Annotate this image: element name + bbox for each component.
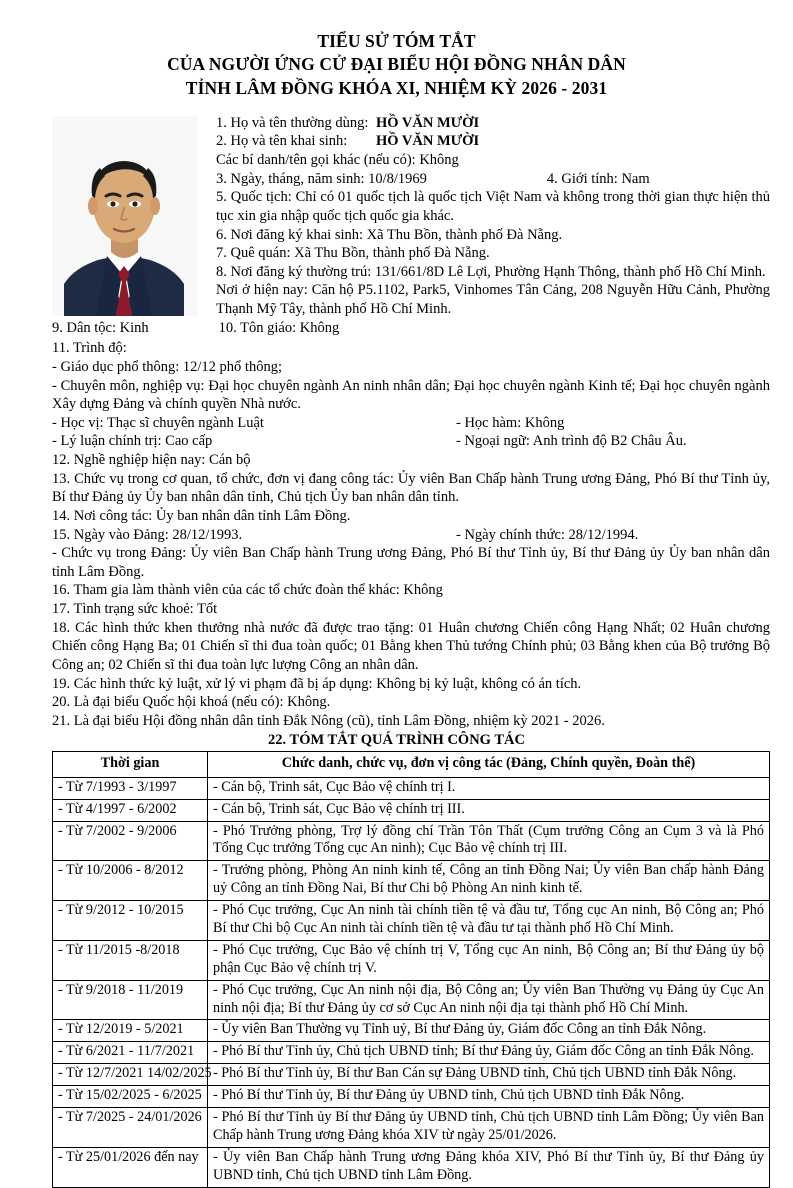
career-table-row bbox=[53, 1042, 770, 1064]
career-time-cell: - Từ 9/2018 - 11/2019 bbox=[53, 980, 208, 1020]
career-table-row bbox=[53, 1086, 770, 1108]
career-time-cell: - Từ 15/02/2025 - 6/2025 bbox=[53, 1086, 208, 1108]
field-3-dob: 3. Ngày, tháng, năm sinh: 10/8/1969 bbox=[216, 170, 427, 187]
field-alias: Các bí danh/tên gọi khác (nếu có): Không bbox=[216, 152, 459, 169]
section-22-heading: 22. TÓM TẮT QUÁ TRÌNH CÔNG TÁC bbox=[268, 732, 525, 749]
field-1-label: 1. Họ và tên thường dùng: bbox=[216, 114, 369, 131]
career-table-wrap bbox=[0, 751, 793, 1188]
field-10-religion: 10. Tôn giáo: Không bbox=[218, 319, 340, 336]
field-8b-current-residence: Nơi ở hiện nay: Căn hộ P5.1102, Park5, Vinhomes Tân Cảng, 208 Nguyễn Hữu Cảnh, Phường Thạnh Mỹ Tây, thành phố Hồ Chí Minh. bbox=[216, 282, 770, 318]
item-15-party-official-date: - Ngày chính thức: 28/12/1994. bbox=[456, 526, 639, 543]
field-6-birth-registration: 6. Nơi đăng ký khai sinh: Xã Thu Bồn, thành phố Đà Nẵng. bbox=[216, 226, 563, 243]
item-13-current-position: 13. Chức vụ trong cơ quan, tổ chức, đơn vị đang công tác: Ủy viên Ban Chấp hành Trung ương Đảng, Phó Bí thư Tỉnh ủy, Bí thư Đảng ủy Ủy ban nhân dân tỉnh, Chủ tịch Ủy ban nhân dân tỉnh. bbox=[52, 470, 770, 506]
field-8-permanent-residence: 8. Nơi đăng ký thường trú: 131/661/8D Lê Lợi, Phường Hạnh Thông, thành phố Hồ Chí Minh. bbox=[216, 263, 766, 280]
career-time-cell: - Từ 10/2006 - 8/2012 bbox=[53, 861, 208, 901]
career-table-row bbox=[53, 777, 770, 799]
career-table bbox=[52, 751, 770, 1188]
item-16-other-organizations: 16. Tham gia làm thành viên của các tổ chức đoàn thể khác: Không bbox=[52, 582, 443, 599]
item-15-party-position: - Chức vụ trong Đảng: Ủy viên Ban Chấp hành Trung ương Đảng, Phó Bí thư Tỉnh ủy, Bí thư Đảng ủy Ủy ban nhân dân tỉnh Lâm Đồng. bbox=[52, 545, 770, 580]
item-12-occupation: 12. Nghề nghiệp hiện nay: Cán bộ bbox=[52, 452, 251, 469]
item-11-academic-degree: - Học vị: Thạc sĩ chuyên ngành Luật bbox=[52, 414, 264, 431]
item-20-national-assembly: 20. Là đại biểu Quốc hội khoá (nếu có): Không. bbox=[52, 694, 331, 711]
field-ethnicity-religion bbox=[52, 319, 770, 338]
career-position-cell: - Trưởng phòng, Phòng An ninh kinh tế, Công an tỉnh Đồng Nai; Ủy viên Ban chấp hành Đảng uỷ Công an tỉnh Đồng Nai, Bí thư Chi bộ Phòng An ninh kinh tế. bbox=[208, 861, 770, 901]
field-5-nationality: 5. Quốc tịch: Chỉ có 01 quốc tịch là quốc tịch Việt Nam và không trong thời gian thực hiện thủ tục xin gia nhập quốc tịch quốc gia khác. bbox=[216, 189, 770, 224]
career-position-cell: - Phó Bí thư Tỉnh ủy, Bí thư Ban Cán sự Đảng UBND tỉnh, Chủ tịch UBND tỉnh Đắk Nông. bbox=[208, 1064, 770, 1086]
career-table-row bbox=[53, 821, 770, 861]
career-time-cell: - Từ 12/2019 - 5/2021 bbox=[53, 1020, 208, 1042]
item-11-political-theory: - Lý luận chính trị: Cao cấp bbox=[52, 433, 213, 450]
career-position-cell: - Cán bộ, Trinh sát, Cục Bảo vệ chính trị III. bbox=[208, 799, 770, 821]
career-table-row bbox=[53, 1147, 770, 1187]
career-table-row bbox=[53, 940, 770, 980]
item-19-discipline: 19. Các hình thức kỷ luật, xử lý vi phạm đã bị áp dụng: Không bị kỷ luật, không có án tích. bbox=[52, 675, 582, 692]
title-line-2: CỦA NGƯỜI ỨNG CỬ ĐẠI BIỂU HỘI ĐỒNG NHÂN DÂN bbox=[167, 54, 626, 75]
career-time-cell: - Từ 4/1997 - 6/2002 bbox=[53, 799, 208, 821]
item-21-people-council: 21. Là đại biểu Hội đồng nhân dân tỉnh Đắk Nông (cũ), tỉnh Lâm Đồng, nhiệm kỳ 2021 - 2026. bbox=[52, 712, 605, 729]
career-table-row bbox=[53, 861, 770, 901]
candidate-portrait bbox=[52, 116, 197, 316]
biography-items bbox=[0, 339, 793, 730]
career-time-cell: - Từ 7/1993 - 3/1997 bbox=[53, 777, 208, 799]
item-18-awards: 18. Các hình thức khen thưởng nhà nước đã được trao tặng: 01 Huân chương Chiến công Hạng Nhất; 02 Huân chương Chiến công Hạng Ba; 01 Chiến sĩ thi đua toàn quốc; 01 Bằng khen Thủ tướng Chính phủ; 03 Bằng khen của Bộ trưởng Bộ Công an; 02 Chiến sĩ thi đua toàn lực lượng Công an nhân dân. bbox=[52, 619, 770, 673]
career-table-row bbox=[53, 1107, 770, 1147]
career-time-cell: - Từ 25/01/2026 đến nay bbox=[53, 1147, 208, 1187]
career-time-cell: - Từ 7/2025 - 24/01/2026 bbox=[53, 1107, 208, 1147]
career-table-row bbox=[53, 901, 770, 941]
item-11-professional: - Chuyên môn, nghiệp vụ: Đại học chuyên ngành An ninh nhân dân; Đại học chuyên ngành Kinh tế; Đại học chuyên ngành Xây dựng Đảng và chính quyền Nhà nước. bbox=[52, 377, 770, 413]
career-position-cell: - Phó Trưởng phòng, Trợ lý đồng chí Trần Tôn Thất (Cụm trưởng Công an Cụm 3 và là Phó Tổng Cục trưởng Tổng cục An ninh); Cục Bảo vệ chính trị III. bbox=[208, 821, 770, 861]
career-position-cell: - Phó Bí thư Tỉnh ủy Bí thư Đảng ủy UBND tỉnh, Chủ tịch UBND tỉnh Lâm Đồng; Ủy viên Ban Chấp hành Trung ương Đảng khóa XIV từ ngày 25/01/2026. bbox=[208, 1107, 770, 1147]
document-title bbox=[0, 0, 793, 100]
item-11-general-education: - Giáo dục phổ thông: 12/12 phổ thông; bbox=[52, 358, 282, 375]
career-position-cell: - Ủy viên Ban Thường vụ Tỉnh uỷ, Bí thư Đảng ủy, Giám đốc Công an tỉnh Đắk Nông. bbox=[208, 1020, 770, 1042]
career-table-row bbox=[53, 1020, 770, 1042]
career-table-row bbox=[53, 1064, 770, 1086]
item-14-workplace: 14. Nơi công tác: Ủy ban nhân dân tỉnh Lâm Đồng. bbox=[52, 507, 351, 524]
career-position-cell: - Phó Bí thư Tỉnh ủy, Bí thư Đảng ủy UBND tỉnh, Chủ tịch UBND tỉnh Đắk Nông. bbox=[208, 1086, 770, 1108]
career-table-row bbox=[53, 980, 770, 1020]
career-position-cell: - Ủy viên Ban Chấp hành Trung ương Đảng khóa XIV, Phó Bí thư Tỉnh ủy, Bí thư Đảng ủy UBND tỉnh, Chủ tịch UBND tỉnh Lâm Đồng. bbox=[208, 1147, 770, 1187]
item-11-degree-row bbox=[52, 414, 770, 433]
item-11-politics-row bbox=[52, 432, 770, 451]
field-2-label: 2. Họ và tên khai sinh: bbox=[216, 133, 348, 150]
career-time-cell: - Từ 9/2012 - 10/2015 bbox=[53, 901, 208, 941]
portrait-photo-wrap bbox=[52, 116, 200, 316]
career-time-cell: - Từ 7/2002 - 9/2006 bbox=[53, 821, 208, 861]
career-table-row bbox=[53, 799, 770, 821]
identity-section bbox=[0, 114, 793, 338]
career-time-cell: - Từ 6/2021 - 11/7/2021 bbox=[53, 1042, 208, 1064]
career-time-cell: - Từ 11/2015 -8/2018 bbox=[53, 940, 208, 980]
career-position-cell: - Phó Cục trưởng, Cục Bảo vệ chính trị V, Tổng cục An ninh, Bộ Công an; Bí thư Đảng ủy bộ phận Cục Bảo vệ chính trị V. bbox=[208, 940, 770, 980]
career-position-cell: - Phó Cục trưởng, Cục An ninh nội địa, Bộ Công an; Ủy viên Ban Thường vụ Đảng ủy Cục An ninh nội địa; Bí thư Đảng ủy cơ sở Cục An ninh nội địa tại thành phố Hồ Chí Minh. bbox=[208, 980, 770, 1020]
item-15-party-join-date: 15. Ngày vào Đảng: 28/12/1993. bbox=[52, 526, 243, 543]
item-17-health: 17. Tình trạng sức khoẻ: Tốt bbox=[52, 601, 218, 618]
career-time-cell: - Từ 12/7/2021 14/02/2025 bbox=[53, 1064, 208, 1086]
item-11-foreign-language: - Ngoại ngữ: Anh trình độ B2 Châu Âu. bbox=[456, 433, 687, 450]
item-11-academic-title: - Học hàm: Không bbox=[456, 414, 565, 431]
portrait-illustration bbox=[52, 116, 197, 316]
career-position-cell: - Cán bộ, Trinh sát, Cục Bảo vệ chính trị I. bbox=[208, 777, 770, 799]
career-table-body bbox=[53, 777, 770, 1187]
field-1-value: HỒ VĂN MƯỜI bbox=[376, 114, 480, 131]
field-4-gender: 4. Giới tính: Nam bbox=[546, 170, 650, 187]
field-9-ethnicity: 9. Dân tộc: Kinh bbox=[52, 319, 149, 336]
column-header-position: Chức danh, chức vụ, đơn vị công tác (Đảng, Chính quyền, Đoàn thể) bbox=[208, 751, 770, 777]
career-table-header-row bbox=[53, 751, 770, 777]
field-2-value: HỒ VĂN MƯỜI bbox=[376, 133, 480, 150]
career-position-cell: - Phó Cục trưởng, Cục An ninh tài chính tiền tệ và đầu tư, Tổng cục An ninh, Bộ Công an; Phó Bí thư Chi bộ Cục An ninh tài chính tiền tệ và đầu tư tại thành phố Hồ Chí Minh. bbox=[208, 901, 770, 941]
item-15-party-dates-row bbox=[52, 526, 770, 545]
career-position-cell: - Phó Bí thư Tỉnh ủy, Chủ tịch UBND tỉnh; Bí thư Đảng ủy, Giám đốc Công an tỉnh Đắk Nông. bbox=[208, 1042, 770, 1064]
title-line-3: TỈNH LÂM ĐỒNG KHÓA XI, NHIỆM KỲ 2026 - 2031 bbox=[185, 77, 608, 98]
column-header-time: Thời gian bbox=[53, 751, 208, 777]
item-11-heading: 11. Trình độ: bbox=[52, 340, 127, 357]
title-line-1: TIỂU SỬ TÓM TẮT bbox=[317, 31, 476, 51]
field-7-hometown: 7. Quê quán: Xã Thu Bồn, thành phố Đà Nẵng. bbox=[216, 245, 490, 262]
